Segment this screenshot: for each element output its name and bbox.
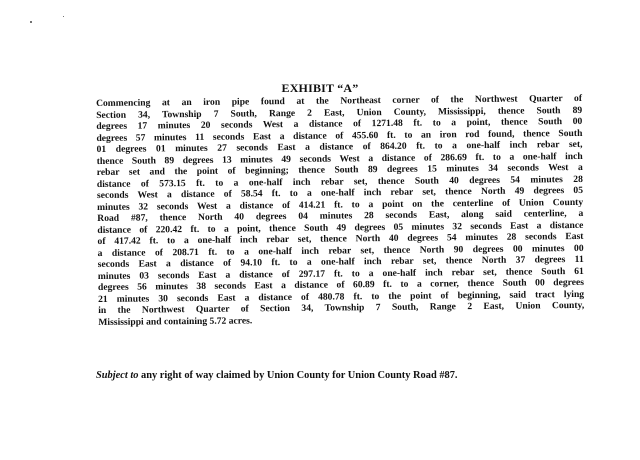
scan-speck — [63, 16, 64, 17]
description-line: thence South 89 degrees 13 minutes 49 seconds West a distance of 286.69 ft. to a one-half inch — [96, 150, 583, 167]
description-line: 01 degrees 01 minutes 27 seconds East a distance of 864.20 ft. to a one-half inch rebar set, — [96, 138, 583, 155]
description-line: seconds West a distance of 58.54 ft. to a one-half inch rebar set, thence North 49 degrees 05 — [96, 184, 584, 201]
description-line: Section 34, Township 7 South, Range 2 East, Union County, Mississippi, thence South 89 — [96, 104, 583, 121]
subject-to-lead: Subject to — [96, 370, 139, 381]
scan-speck — [30, 21, 32, 23]
description-line: in the Northwest Quarter of Section 34, Township 7 South, Range 2 East, Union County, — [98, 299, 585, 316]
subject-to-text: any right of way claimed by Union County for Union County Road #87. — [138, 370, 458, 381]
description-line: degrees 17 minutes 20 seconds West a distance of 1271.48 ft. to a point, thence South 00 — [96, 115, 583, 132]
description-line: minutes 32 seconds West a distance of 414.21 ft. to a point on the centerline of Union County — [97, 196, 584, 213]
description-line: degrees 57 minutes 11 seconds East a distance of 455.60 ft. to an iron rod found, thence South — [96, 127, 583, 144]
description-line: of 417.42 ft. to a one-half inch rebar set, thence North 40 degrees 54 minutes 28 seconds East — [97, 230, 584, 247]
description-line: degrees 56 minutes 38 seconds East a distance of 60.89 ft. to a corner, thence South 00 degrees — [97, 276, 585, 293]
description-line: a distance of 208.71 ft. to a one-half inch rebar set, thence North 90 degrees 00 minutes 00 — [97, 242, 584, 259]
description-line: distance of 573.15 ft. to a one-half inch rebar set, thence South 40 degrees 54 minutes 28 — [96, 173, 583, 190]
description-line: Commencing at an iron pipe found at the Northeast corner of the Northwest Quarter of — [96, 92, 583, 109]
description-line: Road #87, thence North 40 degrees 04 minutes 28 seconds East, along said centerline, a — [97, 207, 584, 224]
description-line: seconds East a distance of 94.10 ft. to a one-half inch rebar set, thence North 37 degrees 11 — [97, 253, 584, 270]
subject-to-clause — [96, 370, 582, 381]
description-line: Mississippi and containing 5.72 acres. — [98, 314, 253, 328]
description-line: rebar set and the point of beginning; thence South 89 degrees 15 minutes 34 seconds West a — [96, 161, 583, 178]
description-line: distance of 220.42 ft. to a point, thence South 49 degrees 05 minutes 32 seconds East a distance — [97, 219, 584, 236]
legal-description — [96, 93, 584, 328]
description-line: minutes 03 seconds East a distance of 297.17 ft. to a one-half inch rebar set, thence South 61 — [97, 265, 584, 282]
description-line: 21 minutes 30 seconds East a distance of 480.78 ft. to the point of beginning, said tract lying — [98, 288, 585, 305]
exhibit-title: EXHIBIT “A” — [281, 81, 359, 95]
